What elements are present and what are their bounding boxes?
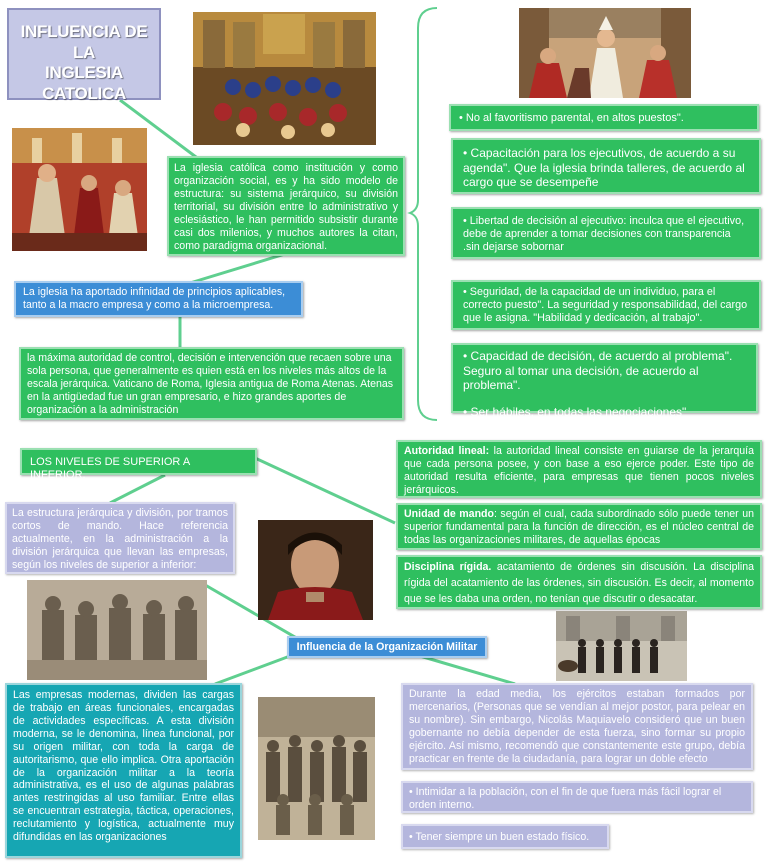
church-principles-text: La iglesia ha aportado infinidad de principios aplicables, tanto a la macro empresa y como a la microempresa. xyxy=(23,286,286,311)
bracket-connector xyxy=(410,8,437,420)
military-title-box xyxy=(287,636,487,658)
church-authority-text: la máxima autoridad de control, decisión e intervención que recaen sobre una sola persona, que generalmente es quien está en los niveles más altos de la escala jerárquica. Vaticano de Roma, Iglesia antigua de Roma Atenas. Atenas en la antigüedad fue un gran empresario, e hizo grandes aportes de organización a la administración xyxy=(27,352,394,416)
levels-title: LOS NIVELES DE SUPERIOR A INFERIOR. xyxy=(30,456,190,482)
troops-photo xyxy=(258,697,375,840)
levels-text: La estructura jerárquica y división, por tramos cortos de mando. Hace referencia actualmente, en la administración a la división jerárquica que llevan las empresas, según los niveles de superior a inferior: xyxy=(12,507,228,571)
military-title: Influencia de la Organización Militar xyxy=(296,641,478,653)
military-medieval-text: Durante la edad media, los ejércitos estaban formados por mercenarios, (Personas que se vendían al mejor postor, para pelear en su nombre). Sin embargo, Nicolás Maquiavelo consideró que un buen gobernante no debía depender de esta fuerza, sino formar su propio ejército. Así mismo, recomendó que constantemente este grupo, debía practicar en frente de la ciudadanía, para lograr un doble efecto xyxy=(409,688,745,765)
levels-title-box xyxy=(20,448,257,482)
unity-command-box: Unidad de mando: según el cual, cada subordinado sólo puede tener un superior fundamental para la función de dirección, es el núcleo central de todas las organizaciones militares, de aquellas épocas xyxy=(396,503,762,550)
rigid-discipline-box: Disciplina rígida. acatamiento de órdenes sin discusión. La disciplina rígida del acatamiento de las órdenes, sin discusión. Es decir, al momento que se les daba una orden, no tenían que discutir o desacatar. xyxy=(396,555,762,609)
church-point-favoritism: • No al favoritismo parental, en altos puestos". xyxy=(449,104,759,131)
procession-painting xyxy=(12,128,147,251)
authority-lineal-box: Autoridad lineal: la autoridad lineal consiste en guiarse de la jerarquía que cada persona posee, y con base a eso ejerce poder. Este tipo de autoridad resulta eficiente, para empresas que tienen pocos niveles jerárquicos. xyxy=(396,440,762,498)
military-modern-text: Las empresas modernas, dividen las cargas de trabajo en áreas funcionales, encargadas de actividades específicas. A esta división moderna, se le denomina, línea funcional, por su origen militar, con toda la carga de autoritarismo, que ello implica. Otra aportación de la organización militar a la teoría administrativa, es el uso de algunas palabras antes restringidas al uso familiar. Entre ellas se encuentran estrategia, táctica, operaciones, reclutamiento y logística, actualmente muy difundidas en las organizaciones xyxy=(13,689,234,844)
church-point-freedom: • Libertad de decisión al ejecutivo: inculca que el ejecutivo, debe de aprender a tomar decisiones con transparencia .sin dejarse sobornar xyxy=(451,207,761,259)
military-point-intimidate: • Intimidar a la población, con el fin de que fuera más fácil lograr el orden interno. xyxy=(401,781,753,813)
connector-military-medieval xyxy=(420,656,515,684)
main-title: INFLUENCIA DE LA INGLESIA CATOLICA xyxy=(7,8,161,100)
guards-photo xyxy=(556,611,687,681)
soldiers-photo xyxy=(27,580,207,680)
church-point-training: • Capacitación para los ejecutivos, de acuerdo a su agenda". Que la iglesia brinda talleres, de acuerdo al cargo que se desempeñe xyxy=(451,138,761,194)
church-authority-box xyxy=(19,347,404,420)
church-point-security: • Seguridad, de la capacidad de un individuo, para el correcto puesto". La seguridad y responsabilidad, del cargo que le asigna. "Habilidad y dedicación, al trabajo". xyxy=(451,280,761,330)
church-point-decision: • Capacidad de decisión, de acuerdo al problema". Seguro al tomar una decisión, de acuerdo al problema". • Ser hábiles, en todas las negociaciones" xyxy=(451,343,758,413)
church-intro-text: La iglesia católica como institución y como organización social, es y ha sido modelo de estructura: su sistema jerárquico, su división territorial, su división entre lo administrativo y eclesiástico, le han permitido subsistir durante casi dos milenios, y muchos autores la citan, como paradigma organizacional. xyxy=(174,162,398,252)
levels-text-box xyxy=(5,502,235,574)
pope-painting xyxy=(519,8,691,98)
council-painting xyxy=(193,12,376,145)
machiavelli-portrait xyxy=(258,520,373,620)
connector-levels-text xyxy=(110,475,165,503)
connector-intro-principles xyxy=(190,254,285,283)
church-intro-box xyxy=(167,156,405,256)
military-point-fitness: • Tener siempre un buen estado físico. xyxy=(401,824,609,849)
connector-levels-authority xyxy=(255,458,395,523)
military-medieval-box xyxy=(401,683,753,770)
church-principles-box xyxy=(14,281,303,317)
connector-military-modern xyxy=(215,656,290,684)
military-modern-box xyxy=(5,683,242,858)
